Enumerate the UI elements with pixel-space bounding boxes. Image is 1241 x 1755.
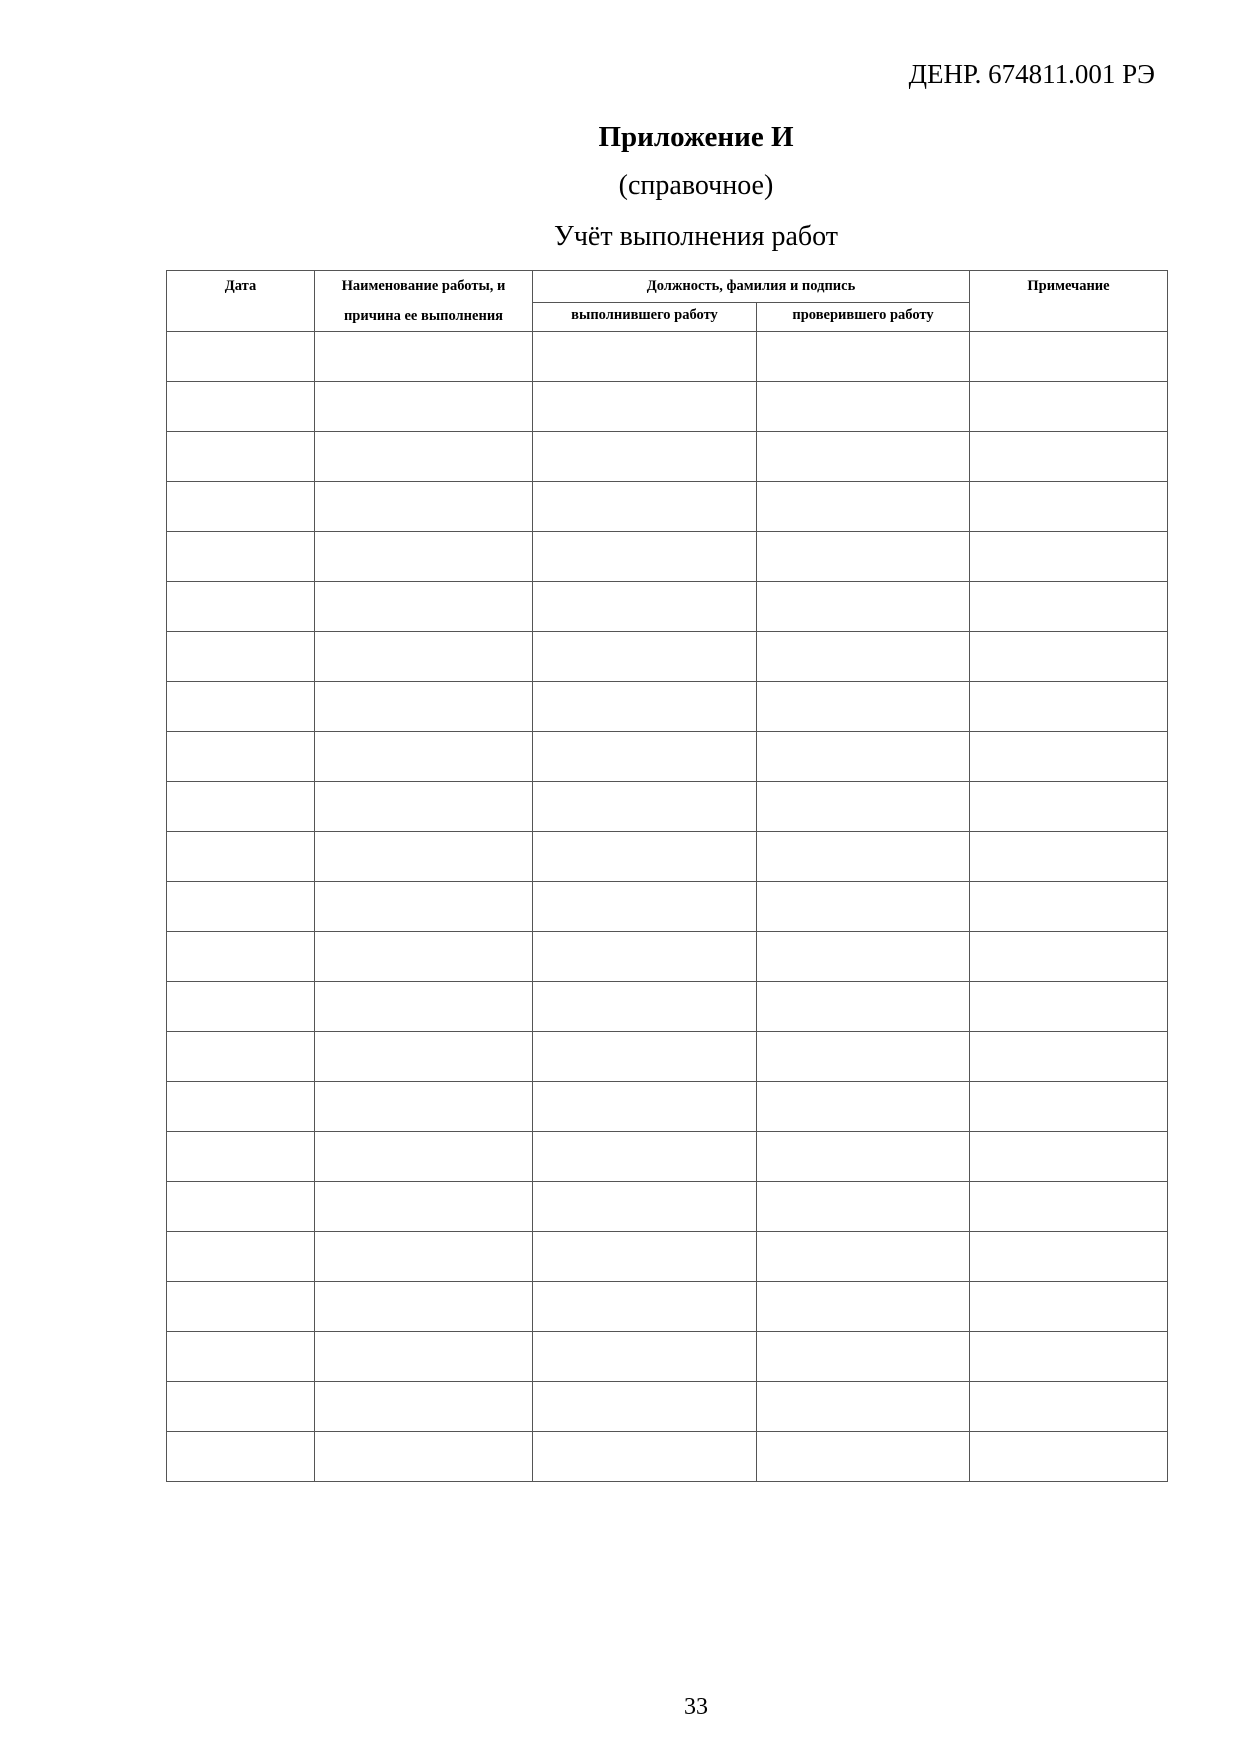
cell-performed-by <box>533 382 757 432</box>
header-work-name <box>315 271 533 332</box>
cell-note <box>970 632 1168 682</box>
cell-date <box>167 1332 315 1382</box>
cell-performed-by <box>533 1132 757 1182</box>
cell-date <box>167 832 315 882</box>
cell-checked-by <box>757 332 970 382</box>
table-body <box>167 332 1168 1482</box>
header-position-signature: Должность, фамилия и подпись <box>533 271 970 303</box>
cell-performed-by <box>533 732 757 782</box>
cell-note <box>970 1282 1168 1332</box>
table-row <box>167 1082 1168 1132</box>
cell-work-name <box>315 732 533 782</box>
table-row <box>167 782 1168 832</box>
table-row <box>167 1282 1168 1332</box>
cell-performed-by <box>533 1432 757 1482</box>
cell-performed-by <box>533 832 757 882</box>
table-row <box>167 632 1168 682</box>
cell-performed-by <box>533 782 757 832</box>
cell-date <box>167 1132 315 1182</box>
cell-checked-by <box>757 832 970 882</box>
cell-note <box>970 582 1168 632</box>
cell-checked-by <box>757 1182 970 1232</box>
cell-note <box>970 832 1168 882</box>
header-date: Дата <box>167 271 315 332</box>
header-work-name-line1: Наименование работы, и <box>341 278 506 294</box>
table-row <box>167 1032 1168 1082</box>
cell-date <box>167 782 315 832</box>
cell-note <box>970 932 1168 982</box>
cell-performed-by <box>533 482 757 532</box>
header-work-name-line2: причина ее выполнения <box>343 308 504 324</box>
cell-date <box>167 532 315 582</box>
cell-work-name <box>315 882 533 932</box>
cell-work-name <box>315 1282 533 1332</box>
cell-work-name <box>315 482 533 532</box>
table-row <box>167 482 1168 532</box>
cell-date <box>167 332 315 382</box>
cell-date <box>167 432 315 482</box>
appendix-type: (справочное) <box>618 170 774 201</box>
cell-note <box>970 1332 1168 1382</box>
cell-performed-by <box>533 1232 757 1282</box>
cell-performed-by <box>533 982 757 1032</box>
cell-work-name <box>315 532 533 582</box>
cell-date <box>167 882 315 932</box>
cell-note <box>970 732 1168 782</box>
cell-work-name <box>315 1032 533 1082</box>
cell-checked-by <box>757 782 970 832</box>
cell-date <box>167 482 315 532</box>
cell-checked-by <box>757 482 970 532</box>
table-row <box>167 732 1168 782</box>
cell-note <box>970 1132 1168 1182</box>
cell-checked-by <box>757 882 970 932</box>
cell-date <box>167 582 315 632</box>
cell-checked-by <box>757 382 970 432</box>
cell-note <box>970 982 1168 1032</box>
cell-work-name <box>315 432 533 482</box>
cell-performed-by <box>533 432 757 482</box>
cell-work-name <box>315 832 533 882</box>
cell-date <box>167 732 315 782</box>
cell-work-name <box>315 1432 533 1482</box>
cell-work-name <box>315 1182 533 1232</box>
table-row <box>167 1332 1168 1382</box>
cell-work-name <box>315 932 533 982</box>
cell-date <box>167 1232 315 1282</box>
cell-note <box>970 882 1168 932</box>
cell-work-name <box>315 982 533 1032</box>
table-row <box>167 532 1168 582</box>
cell-work-name <box>315 1132 533 1182</box>
table-row <box>167 1382 1168 1432</box>
cell-checked-by <box>757 1282 970 1332</box>
cell-note <box>970 1032 1168 1082</box>
cell-date <box>167 682 315 732</box>
cell-work-name <box>315 582 533 632</box>
cell-checked-by <box>757 1082 970 1132</box>
cell-checked-by <box>757 632 970 682</box>
table-row <box>167 832 1168 882</box>
cell-performed-by <box>533 632 757 682</box>
cell-work-name <box>315 1332 533 1382</box>
cell-date <box>167 632 315 682</box>
cell-checked-by <box>757 1232 970 1282</box>
table-caption: Учёт выполнения работ <box>554 221 838 252</box>
table-row <box>167 582 1168 632</box>
cell-date <box>167 1282 315 1332</box>
table-row <box>167 682 1168 732</box>
table-row <box>167 1232 1168 1282</box>
header-performed-by: выполнившего работу <box>533 302 757 331</box>
table-row <box>167 982 1168 1032</box>
cell-note <box>970 532 1168 582</box>
cell-performed-by <box>533 1332 757 1382</box>
cell-performed-by <box>533 1382 757 1432</box>
document-code: ДЕНР. 674811.001 РЭ <box>908 59 1155 89</box>
cell-date <box>167 1432 315 1482</box>
cell-checked-by <box>757 1132 970 1182</box>
cell-date <box>167 1082 315 1132</box>
cell-work-name <box>315 782 533 832</box>
cell-checked-by <box>757 982 970 1032</box>
cell-performed-by <box>533 582 757 632</box>
header-checked-by: проверившего работу <box>757 302 970 331</box>
cell-performed-by <box>533 332 757 382</box>
appendix-title: Приложение И <box>598 121 794 153</box>
cell-checked-by <box>757 582 970 632</box>
cell-note <box>970 1232 1168 1282</box>
cell-note <box>970 382 1168 432</box>
cell-date <box>167 932 315 982</box>
cell-note <box>970 482 1168 532</box>
cell-work-name <box>315 1082 533 1132</box>
cell-date <box>167 1032 315 1082</box>
cell-work-name <box>315 682 533 732</box>
cell-note <box>970 782 1168 832</box>
table-row <box>167 382 1168 432</box>
cell-date <box>167 1182 315 1232</box>
cell-note <box>970 332 1168 382</box>
cell-performed-by <box>533 682 757 732</box>
cell-checked-by <box>757 682 970 732</box>
cell-note <box>970 1082 1168 1132</box>
work-log-table <box>166 270 1168 1482</box>
cell-performed-by <box>533 1182 757 1232</box>
cell-checked-by <box>757 1432 970 1482</box>
table-row <box>167 432 1168 482</box>
cell-performed-by <box>533 932 757 982</box>
cell-note <box>970 432 1168 482</box>
cell-performed-by <box>533 882 757 932</box>
cell-performed-by <box>533 1282 757 1332</box>
cell-note <box>970 1382 1168 1432</box>
table-row <box>167 332 1168 382</box>
table-row <box>167 1182 1168 1232</box>
cell-performed-by <box>533 1082 757 1132</box>
cell-checked-by <box>757 732 970 782</box>
cell-date <box>167 382 315 432</box>
cell-checked-by <box>757 1382 970 1432</box>
cell-work-name <box>315 632 533 682</box>
cell-performed-by <box>533 1032 757 1082</box>
cell-performed-by <box>533 532 757 582</box>
table-row <box>167 882 1168 932</box>
cell-checked-by <box>757 432 970 482</box>
table-row <box>167 932 1168 982</box>
cell-work-name <box>315 1382 533 1432</box>
cell-work-name <box>315 382 533 432</box>
cell-checked-by <box>757 932 970 982</box>
cell-note <box>970 682 1168 732</box>
table-row <box>167 1132 1168 1182</box>
cell-work-name <box>315 332 533 382</box>
cell-checked-by <box>757 1032 970 1082</box>
table-row <box>167 1432 1168 1482</box>
cell-date <box>167 1382 315 1432</box>
cell-checked-by <box>757 1332 970 1382</box>
page-number: 33 <box>684 1694 708 1720</box>
cell-work-name <box>315 1232 533 1282</box>
cell-note <box>970 1182 1168 1232</box>
cell-note <box>970 1432 1168 1482</box>
cell-date <box>167 982 315 1032</box>
cell-checked-by <box>757 532 970 582</box>
header-note: Примечание <box>970 271 1168 332</box>
